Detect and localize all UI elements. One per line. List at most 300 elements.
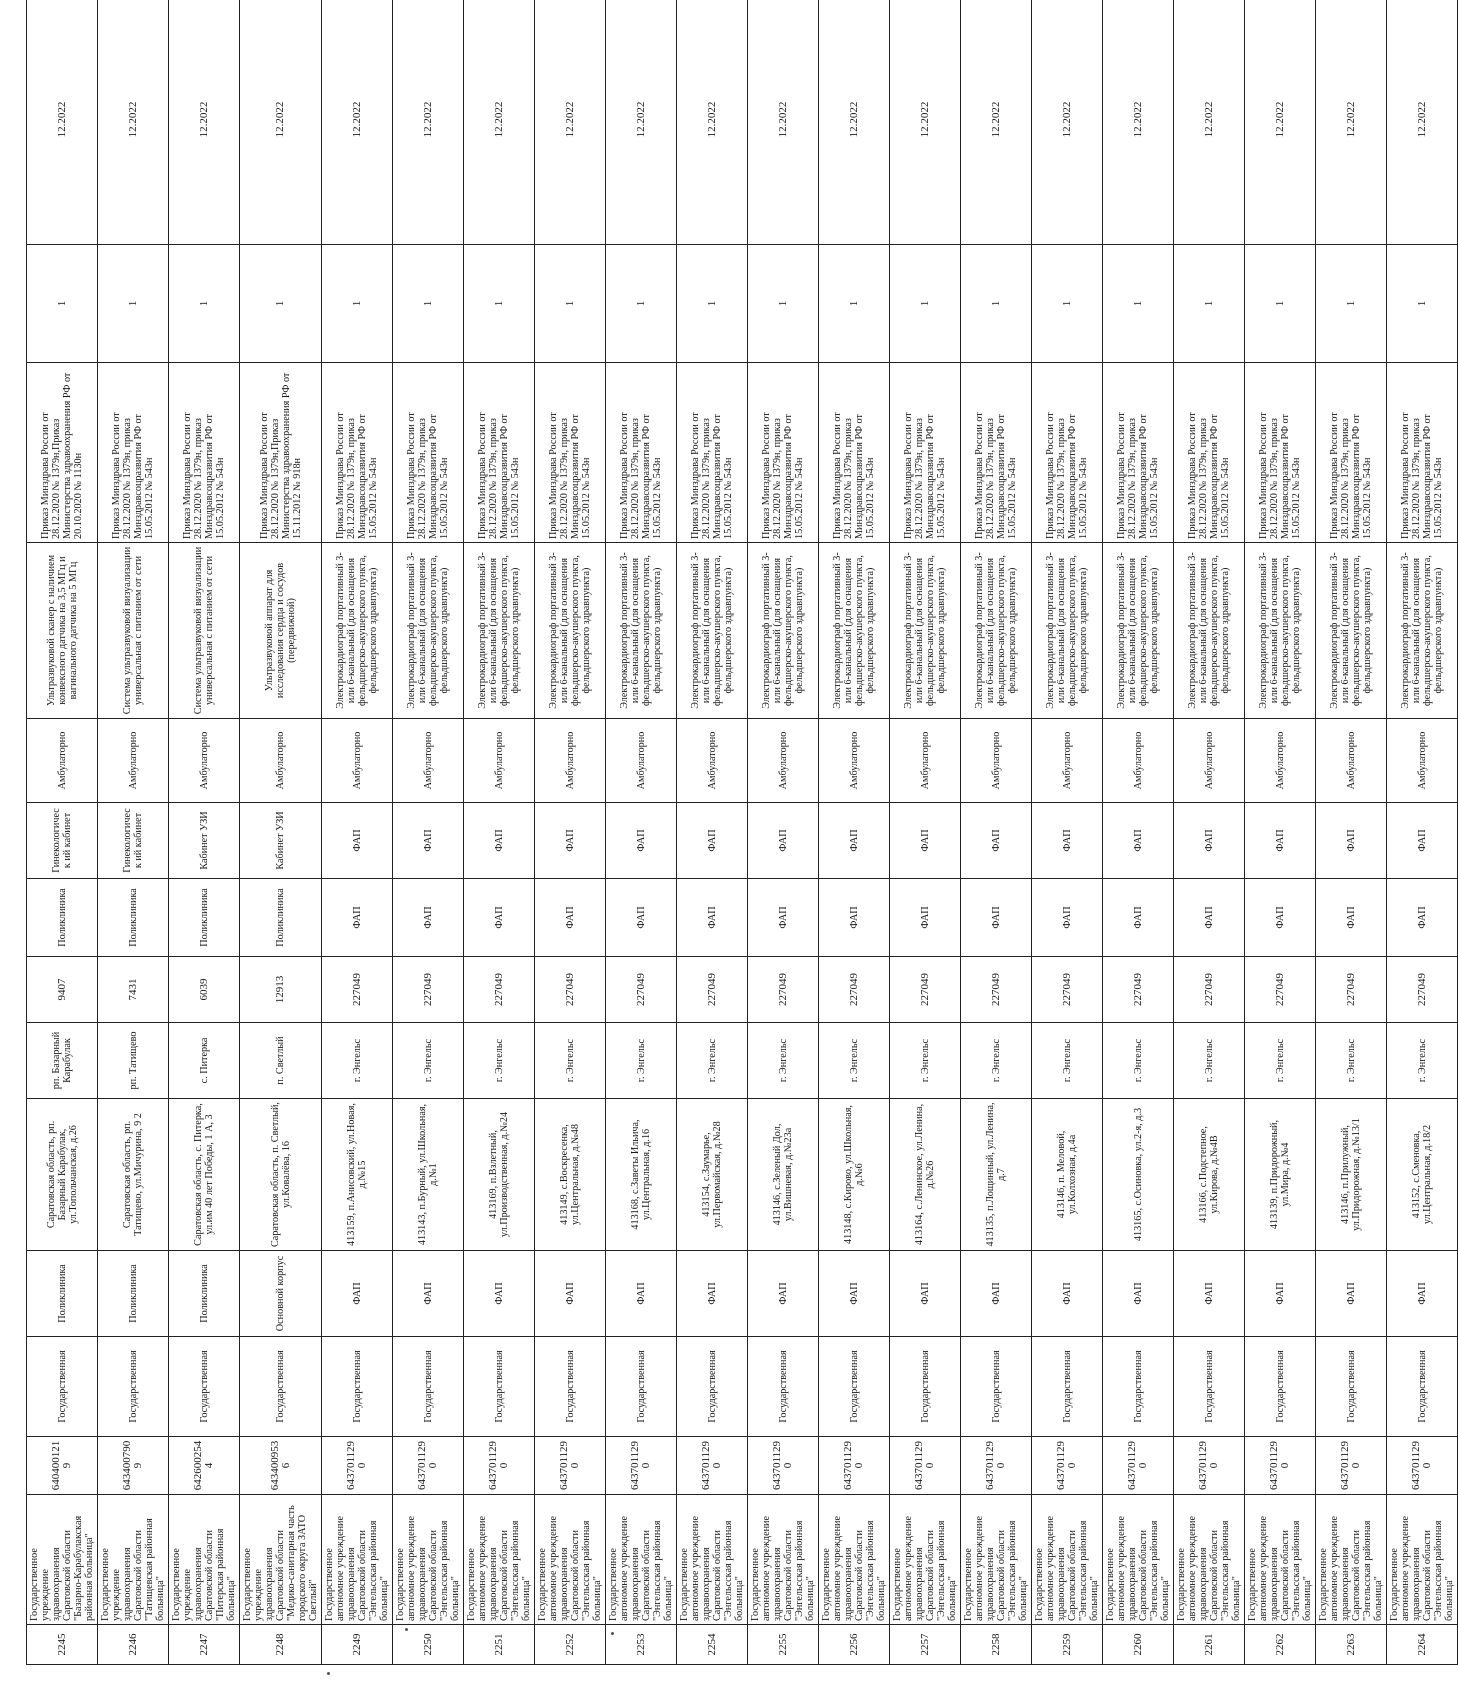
cell-regulatory-order: Приказ Минздрава России от 28.12.2020 № 1379н, приказ Минздравсоцразвития РФ от 15.05.2012 № 543н xyxy=(1245,363,1316,543)
table-row xyxy=(27,0,98,1665)
cell-organization-name: Государственное автономное учреждение здравоохранения Саратовской области "Энгельсская районная больница" xyxy=(748,1495,819,1625)
cell-quantity: 1 xyxy=(961,245,1032,363)
cell-regulatory-order: Приказ Минздрава России от 28.12.2020 № 1379н, приказ Минздравсоцразвития РФ от 15.05.2012 № 543н xyxy=(1174,363,1245,543)
cell-delivery-date: 12.2022 xyxy=(677,0,748,245)
cell-ownership-form: Государственная xyxy=(322,1337,393,1437)
cell-ownership-form: Государственная xyxy=(1032,1337,1103,1437)
cell-subdivision: ФАП xyxy=(748,1251,819,1337)
table-row xyxy=(169,0,240,1665)
cell-locality: г. Энгельс xyxy=(1316,1023,1387,1099)
cell-care-conditions: Амбулаторно xyxy=(393,719,464,803)
cell-equipment-name: Электрокардиограф портативный 3-или 6-канальный (для оснащения фельдшерско-акушерского пункта, фельдшерского здравпункта) xyxy=(1387,543,1458,719)
cell-population: 227049 xyxy=(748,957,819,1023)
cell-population: 12913 xyxy=(240,957,322,1023)
cell-cabinet: ФАП xyxy=(322,803,393,879)
cell-locality: г. Энгельс xyxy=(1245,1023,1316,1099)
cell-cabinet: ФАП xyxy=(606,803,677,879)
table-row xyxy=(393,0,464,1665)
cell-population: 227049 xyxy=(606,957,677,1023)
cell-inn: 6437011290 xyxy=(1174,1437,1245,1495)
equipment-table xyxy=(26,0,1458,1665)
cell-department: Поликлиника xyxy=(240,879,322,957)
cell-delivery-date: 12.2022 xyxy=(1245,0,1316,245)
cell-delivery-date: 12.2022 xyxy=(961,0,1032,245)
cell-inn: 6437011290 xyxy=(464,1437,535,1495)
cell-inn: 6437011290 xyxy=(1245,1437,1316,1495)
cell-population: 227049 xyxy=(464,957,535,1023)
cell-subdivision: Поликлиника xyxy=(98,1251,169,1337)
cell-department: ФАП xyxy=(535,879,606,957)
table-row xyxy=(1245,0,1316,1665)
cell-equipment-name: Электрокардиограф портативный 3-или 6-канальный (для оснащения фельдшерско-акушерского пункта, фельдшерского здравпункта) xyxy=(1103,543,1174,719)
cell-quantity: 1 xyxy=(322,245,393,363)
cell-inn: 6434007909 xyxy=(98,1437,169,1495)
table-row xyxy=(98,0,169,1665)
cell-population: 227049 xyxy=(1387,957,1458,1023)
cell-locality: п. Светлый xyxy=(240,1023,322,1099)
table-row xyxy=(1387,0,1458,1665)
cell-row-number: 2254 xyxy=(677,1625,748,1665)
cell-address: 413143, п.Бурный, ул.Школьная, д.№1 xyxy=(393,1099,464,1251)
scan-speck xyxy=(611,1632,614,1635)
cell-equipment-name: Электрокардиограф портативный 3-или 6-канальный (для оснащения фельдшерско-акушерского пункта, фельдшерского здравпункта) xyxy=(1245,543,1316,719)
cell-organization-name: Государственное учреждение здравоохранения Саратовской области "Медико-санитарная часть городского округа ЗАТО Светлый" xyxy=(240,1495,322,1625)
cell-quantity: 1 xyxy=(677,245,748,363)
cell-locality: г. Энгельс xyxy=(961,1023,1032,1099)
cell-row-number: 2258 xyxy=(961,1625,1032,1665)
cell-cabinet: Кабинет УЗИ xyxy=(240,803,322,879)
cell-cabinet: ФАП xyxy=(1387,803,1458,879)
cell-equipment-name: Система ультразвуковой визуализации универсальная с питанием от сети xyxy=(169,543,240,719)
cell-quantity: 1 xyxy=(98,245,169,363)
cell-cabinet: ФАП xyxy=(1032,803,1103,879)
table-row xyxy=(1103,0,1174,1665)
cell-locality: рп. Базарный Карабулак xyxy=(27,1023,98,1099)
cell-ownership-form: Государственная xyxy=(677,1337,748,1437)
cell-population: 227049 xyxy=(1174,957,1245,1023)
cell-department: ФАП xyxy=(393,879,464,957)
cell-locality: г. Энгельс xyxy=(677,1023,748,1099)
cell-regulatory-order: Приказ Минздрава России от 28.12.2020 № 1379н, приказ Минздравсоцразвития РФ от 15.05.2012 № 543н xyxy=(890,363,961,543)
cell-row-number: 2251 xyxy=(464,1625,535,1665)
cell-equipment-name: Электрокардиограф портативный 3-или 6-канальный (для оснащения фельдшерско-акушерского пункта, фельдшерского здравпункта) xyxy=(322,543,393,719)
cell-department: ФАП xyxy=(322,879,393,957)
table-row xyxy=(606,0,677,1665)
cell-subdivision: ФАП xyxy=(1245,1251,1316,1337)
cell-inn: 6437011290 xyxy=(961,1437,1032,1495)
cell-locality: рп. Татищево xyxy=(98,1023,169,1099)
cell-inn: 6437011290 xyxy=(322,1437,393,1495)
cell-quantity: 1 xyxy=(464,245,535,363)
cell-delivery-date: 12.2022 xyxy=(1387,0,1458,245)
cell-inn: 6437011290 xyxy=(606,1437,677,1495)
cell-address: 413148, с.Кирово, ул.Школьная, д.№6 xyxy=(819,1099,890,1251)
cell-delivery-date: 12.2022 xyxy=(606,0,677,245)
cell-row-number: 2264 xyxy=(1387,1625,1458,1665)
cell-locality: г. Энгельс xyxy=(748,1023,819,1099)
cell-organization-name: Государственное автономное учреждение здравоохранения Саратовской области "Энгельсская районная больница" xyxy=(606,1495,677,1625)
cell-locality: г. Энгельс xyxy=(890,1023,961,1099)
table-row xyxy=(748,0,819,1665)
cell-subdivision: Поликлиника xyxy=(169,1251,240,1337)
cell-subdivision: ФАП xyxy=(606,1251,677,1337)
cell-delivery-date: 12.2022 xyxy=(1316,0,1387,245)
cell-care-conditions: Амбулаторно xyxy=(1387,719,1458,803)
cell-organization-name: Государственное автономное учреждение здравоохранения Саратовской области "Энгельсская районная больница" xyxy=(464,1495,535,1625)
cell-care-conditions: Амбулаторно xyxy=(606,719,677,803)
table-body xyxy=(27,0,1458,1665)
cell-subdivision: ФАП xyxy=(1387,1251,1458,1337)
cell-population: 227049 xyxy=(1316,957,1387,1023)
cell-department: Поликлиника xyxy=(27,879,98,957)
cell-cabinet: ФАП xyxy=(393,803,464,879)
cell-subdivision: Основной корпус xyxy=(240,1251,322,1337)
cell-inn: 6404001219 xyxy=(27,1437,98,1495)
cell-ownership-form: Государственная xyxy=(819,1337,890,1437)
cell-regulatory-order: Приказ Минздрава России от 28.12.2020 № 1379н, приказ Минздравсоцразвития РФ от 15.05.2012 № 543н xyxy=(606,363,677,543)
cell-department: ФАП xyxy=(1103,879,1174,957)
cell-address: 413139, п.Придорожный, ул.Мира, д.№4 xyxy=(1245,1099,1316,1251)
cell-cabinet: ФАП xyxy=(748,803,819,879)
cell-regulatory-order: Приказ Минздрава России от 28.12.2020 № 1379н, приказ Минздравсоцразвития РФ от 15.05.2012 № 543н xyxy=(748,363,819,543)
table-row xyxy=(1316,0,1387,1665)
cell-regulatory-order: Приказ Минздрава России от 28.12.2020 № 1379н, приказ Минздравсоцразвития РФ от 15.05.2012 № 543н xyxy=(169,363,240,543)
cell-subdivision: ФАП xyxy=(890,1251,961,1337)
cell-quantity: 1 xyxy=(1387,245,1458,363)
cell-care-conditions: Амбулаторно xyxy=(322,719,393,803)
cell-care-conditions: Амбулаторно xyxy=(240,719,322,803)
cell-inn: 6437011290 xyxy=(677,1437,748,1495)
cell-equipment-name: Система ультразвуковой визуализации универсальная с питанием от сети xyxy=(98,543,169,719)
cell-quantity: 1 xyxy=(393,245,464,363)
cell-regulatory-order: Приказ Минздрава России от 28.12.2020 № 1379н, приказ Минздравсоцразвития РФ от 15.05.2012 № 543н xyxy=(819,363,890,543)
table-row xyxy=(1174,0,1245,1665)
table-row xyxy=(819,0,890,1665)
cell-row-number: 2252 xyxy=(535,1625,606,1665)
cell-cabinet: ФАП xyxy=(1316,803,1387,879)
cell-address: 413146, с.Зеленый Дол, ул.Вишневая, д.№23а xyxy=(748,1099,819,1251)
cell-address: Саратовская область, п. Светлый, ул.Ковалёва, 16 xyxy=(240,1099,322,1251)
table-row xyxy=(890,0,961,1665)
cell-care-conditions: Амбулаторно xyxy=(169,719,240,803)
cell-equipment-name: Электрокардиограф портативный 3-или 6-канальный (для оснащения фельдшерско-акушерского пункта, фельдшерского здравпункта) xyxy=(677,543,748,719)
cell-delivery-date: 12.2022 xyxy=(393,0,464,245)
cell-care-conditions: Амбулаторно xyxy=(1103,719,1174,803)
cell-regulatory-order: Приказ Минздрава России от 28.12.2020 № 1379н, приказ Минздравсоцразвития РФ от 15.05.2012 № 543н xyxy=(393,363,464,543)
cell-ownership-form: Государственная xyxy=(890,1337,961,1437)
cell-quantity: 1 xyxy=(606,245,677,363)
cell-address: 413166, с.Подстепное, ул.Кирова, д.№4В xyxy=(1174,1099,1245,1251)
cell-organization-name: Государственное автономное учреждение здравоохранения Саратовской области "Энгельсская районная больница" xyxy=(322,1495,393,1625)
cell-address: 413164, с.Ленинское, ул.Ленина, д.№26 xyxy=(890,1099,961,1251)
cell-address: 413135, п.Лощинный, ул.Ленина, д.7 xyxy=(961,1099,1032,1251)
cell-quantity: 1 xyxy=(27,245,98,363)
cell-subdivision: ФАП xyxy=(322,1251,393,1337)
cell-subdivision: ФАП xyxy=(464,1251,535,1337)
cell-cabinet: Гинекологическ ий кабинет xyxy=(27,803,98,879)
cell-inn: 6437011290 xyxy=(748,1437,819,1495)
cell-equipment-name: Электрокардиограф портативный 3-или 6-канальный (для оснащения фельдшерско-акушерского пункта, фельдшерского здравпункта) xyxy=(535,543,606,719)
cell-row-number: 2260 xyxy=(1103,1625,1174,1665)
cell-regulatory-order: Приказ Минздрава России от 28.12.2020 № 1379н, приказ Минздравсоцразвития РФ от 15.05.2012 № 543н xyxy=(1103,363,1174,543)
cell-address: Саратовская область, с. Питерка, ул.им 40 лет Победы, 1 А, 3 xyxy=(169,1099,240,1251)
cell-organization-name: Государственное автономное учреждение здравоохранения Саратовской области "Энгельсская районная больница" xyxy=(1316,1495,1387,1625)
cell-inn: 6437011290 xyxy=(890,1437,961,1495)
cell-ownership-form: Государственная xyxy=(535,1337,606,1437)
cell-department: Поликлиника xyxy=(169,879,240,957)
cell-locality: г. Энгельс xyxy=(1174,1023,1245,1099)
cell-quantity: 1 xyxy=(1103,245,1174,363)
cell-row-number: 2263 xyxy=(1316,1625,1387,1665)
cell-organization-name: Государственное автономное учреждение здравоохранения Саратовской области "Энгельсская районная больница" xyxy=(1032,1495,1103,1625)
cell-care-conditions: Амбулаторно xyxy=(819,719,890,803)
cell-organization-name: Государственное автономное учреждение здравоохранения Саратовской области "Энгельсская районная больница" xyxy=(961,1495,1032,1625)
cell-organization-name: Государственное учреждение здравоохранения Саратовской области "Базарно-Карабулакская районная больница" xyxy=(27,1495,98,1625)
cell-care-conditions: Амбулаторно xyxy=(961,719,1032,803)
cell-delivery-date: 12.2022 xyxy=(464,0,535,245)
cell-department: ФАП xyxy=(1245,879,1316,957)
scan-speck xyxy=(327,1672,330,1675)
cell-address: 413154, с.Заумарье, ул.Первомайская, д.№28 xyxy=(677,1099,748,1251)
cell-cabinet: ФАП xyxy=(1174,803,1245,879)
cell-cabinet: ФАП xyxy=(1245,803,1316,879)
cell-subdivision: ФАП xyxy=(819,1251,890,1337)
cell-delivery-date: 12.2022 xyxy=(98,0,169,245)
cell-ownership-form: Государственная xyxy=(169,1337,240,1437)
cell-care-conditions: Амбулаторно xyxy=(535,719,606,803)
cell-regulatory-order: Приказ Минздрава России от 28.12.2020 № 1379н, приказ Минздравсоцразвития РФ от 15.05.2012 № 543н xyxy=(961,363,1032,543)
cell-quantity: 1 xyxy=(748,245,819,363)
cell-address: Саратовская область, рп. Базарный Карабулак, ул.Топольчанская, д.26 xyxy=(27,1099,98,1251)
cell-row-number: 2250 xyxy=(393,1625,464,1665)
cell-cabinet: ФАП xyxy=(819,803,890,879)
cell-inn: 6437011290 xyxy=(1316,1437,1387,1495)
cell-cabinet: ФАП xyxy=(464,803,535,879)
cell-quantity: 1 xyxy=(1245,245,1316,363)
cell-row-number: 2247 xyxy=(169,1625,240,1665)
cell-regulatory-order: Приказ Минздрава России от 28.12.2020 № 1379н, приказ Минздравсоцразвития РФ от 15.05.2012 № 543н xyxy=(1316,363,1387,543)
cell-ownership-form: Государственная xyxy=(1387,1337,1458,1437)
cell-inn: 6434009536 xyxy=(240,1437,322,1495)
cell-regulatory-order: Приказ Минздрава России от 28.12.2020 № 1379н,Приказ Министерства здравоохранения РФ от 15.11.2012 № 918н xyxy=(240,363,322,543)
cell-equipment-name: Электрокардиограф портативный 3-или 6-канальный (для оснащения фельдшерско-акушерского пункта, фельдшерского здравпункта) xyxy=(819,543,890,719)
cell-department: ФАП xyxy=(748,879,819,957)
cell-care-conditions: Амбулаторно xyxy=(677,719,748,803)
cell-delivery-date: 12.2022 xyxy=(240,0,322,245)
cell-cabinet: ФАП xyxy=(890,803,961,879)
cell-organization-name: Государственное автономное учреждение здравоохранения Саратовской области "Энгельсская районная больница" xyxy=(890,1495,961,1625)
cell-inn: 6437011290 xyxy=(393,1437,464,1495)
cell-equipment-name: Электрокардиограф портативный 3-или 6-канальный (для оснащения фельдшерско-акушерского пункта, фельдшерского здравпункта) xyxy=(890,543,961,719)
cell-department: ФАП xyxy=(1387,879,1458,957)
cell-population: 227049 xyxy=(1103,957,1174,1023)
cell-regulatory-order: Приказ Минздрава России от 28.12.2020 № 1379н, приказ Минздравсоцразвития РФ от 15.05.2012 № 543н xyxy=(535,363,606,543)
cell-population: 227049 xyxy=(1032,957,1103,1023)
cell-regulatory-order: Приказ Минздрава России от 28.12.2020 № 1379н, приказ Минздравсоцразвития РФ от 15.05.2012 № 543н xyxy=(1387,363,1458,543)
cell-row-number: 2245 xyxy=(27,1625,98,1665)
cell-population: 227049 xyxy=(819,957,890,1023)
cell-row-number: 2261 xyxy=(1174,1625,1245,1665)
cell-inn: 6437011290 xyxy=(535,1437,606,1495)
cell-subdivision: ФАП xyxy=(1103,1251,1174,1337)
cell-subdivision: ФАП xyxy=(1174,1251,1245,1337)
cell-subdivision: ФАП xyxy=(677,1251,748,1337)
cell-quantity: 1 xyxy=(1174,245,1245,363)
cell-ownership-form: Государственная xyxy=(393,1337,464,1437)
cell-care-conditions: Амбулаторно xyxy=(1316,719,1387,803)
cell-department: ФАП xyxy=(1174,879,1245,957)
cell-population: 227049 xyxy=(890,957,961,1023)
cell-cabinet: ФАП xyxy=(961,803,1032,879)
cell-ownership-form: Государственная xyxy=(961,1337,1032,1437)
cell-ownership-form: Государственная xyxy=(606,1337,677,1437)
cell-delivery-date: 12.2022 xyxy=(169,0,240,245)
cell-delivery-date: 12.2022 xyxy=(322,0,393,245)
cell-regulatory-order: Приказ Минздрава России от 28.12.2020 № 1379н,Приказ Министерства здравоохранения РФ от 20.10.2020 № 1130н xyxy=(27,363,98,543)
cell-delivery-date: 12.2022 xyxy=(819,0,890,245)
cell-department: ФАП xyxy=(464,879,535,957)
cell-delivery-date: 12.2022 xyxy=(1174,0,1245,245)
cell-ownership-form: Государственная xyxy=(240,1337,322,1437)
cell-quantity: 1 xyxy=(535,245,606,363)
cell-ownership-form: Государственная xyxy=(748,1337,819,1437)
cell-organization-name: Государственное автономное учреждение здравоохранения Саратовской области "Энгельсская районная больница" xyxy=(1387,1495,1458,1625)
cell-ownership-form: Государственная xyxy=(1103,1337,1174,1437)
cell-address: 413165, с.Осиновка, ул.2-я, д.3 xyxy=(1103,1099,1174,1251)
cell-organization-name: Государственное учреждение здравоохранения Саратовской области "Татищевская районная больница" xyxy=(98,1495,169,1625)
table-row xyxy=(240,0,322,1665)
table-row xyxy=(322,0,393,1665)
cell-subdivision: ФАП xyxy=(1032,1251,1103,1337)
cell-organization-name: Государственное автономное учреждение здравоохранения Саратовской области "Энгельсская районная больница" xyxy=(677,1495,748,1625)
cell-locality: г. Энгельс xyxy=(1032,1023,1103,1099)
cell-address: 413152, с.Сменовка, ул.Центральная, д.18/2 xyxy=(1387,1099,1458,1251)
cell-population: 7431 xyxy=(98,957,169,1023)
cell-care-conditions: Амбулаторно xyxy=(1174,719,1245,803)
cell-locality: с. Питерка xyxy=(169,1023,240,1099)
cell-regulatory-order: Приказ Минздрава России от 28.12.2020 № 1379н, приказ Минздравсоцразвития РФ от 15.05.2012 № 543н xyxy=(322,363,393,543)
cell-equipment-name: Электрокардиограф портативный 3-или 6-канальный (для оснащения фельдшерско-акушерского пункта, фельдшерского здравпункта) xyxy=(464,543,535,719)
cell-department: ФАП xyxy=(606,879,677,957)
cell-equipment-name: Электрокардиограф портативный 3-или 6-канальный (для оснащения фельдшерско-акушерского пункта, фельдшерского здравпункта) xyxy=(393,543,464,719)
cell-locality: г. Энгельс xyxy=(464,1023,535,1099)
cell-locality: г. Энгельс xyxy=(1103,1023,1174,1099)
cell-ownership-form: Государственная xyxy=(1316,1337,1387,1437)
cell-address: 413146, п. Меловой, ул.Колхозная, д.4а xyxy=(1032,1099,1103,1251)
cell-quantity: 1 xyxy=(890,245,961,363)
cell-ownership-form: Государственная xyxy=(98,1337,169,1437)
cell-locality: г. Энгельс xyxy=(322,1023,393,1099)
cell-department: ФАП xyxy=(1316,879,1387,957)
cell-population: 9407 xyxy=(27,957,98,1023)
cell-care-conditions: Амбулаторно xyxy=(748,719,819,803)
cell-delivery-date: 12.2022 xyxy=(535,0,606,245)
cell-row-number: 2262 xyxy=(1245,1625,1316,1665)
cell-regulatory-order: Приказ Минздрава России от 28.12.2020 № 1379н, приказ Минздравсоцразвития РФ от 15.05.2012 № 543н xyxy=(464,363,535,543)
cell-subdivision: ФАП xyxy=(961,1251,1032,1337)
cell-population: 227049 xyxy=(322,957,393,1023)
cell-care-conditions: Амбулаторно xyxy=(1032,719,1103,803)
cell-row-number: 2257 xyxy=(890,1625,961,1665)
cell-row-number: 2248 xyxy=(240,1625,322,1665)
cell-address: 413169, п.Взлетный, ул.Производственная, д.№24 xyxy=(464,1099,535,1251)
cell-organization-name: Государственное учреждение здравоохранения Саратовской области "Питерская районная больница" xyxy=(169,1495,240,1625)
cell-ownership-form: Государственная xyxy=(1245,1337,1316,1437)
cell-address: 413159, п.Анисовский, ул.Новая, д.№15 xyxy=(322,1099,393,1251)
cell-cabinet: ФАП xyxy=(677,803,748,879)
cell-quantity: 1 xyxy=(240,245,322,363)
cell-organization-name: Государственное автономное учреждение здравоохранения Саратовской области "Энгельсская районная больница" xyxy=(1245,1495,1316,1625)
cell-quantity: 1 xyxy=(1316,245,1387,363)
table-row xyxy=(464,0,535,1665)
cell-locality: г. Энгельс xyxy=(606,1023,677,1099)
cell-population: 227049 xyxy=(393,957,464,1023)
cell-regulatory-order: Приказ Минздрава России от 28.12.2020 № 1379н, приказ Минздравсоцразвития РФ от 15.05.2012 № 543н xyxy=(98,363,169,543)
cell-cabinet: Кабинет УЗИ xyxy=(169,803,240,879)
cell-cabinet: ФАП xyxy=(1103,803,1174,879)
cell-row-number: 2259 xyxy=(1032,1625,1103,1665)
cell-ownership-form: Государственная xyxy=(1174,1337,1245,1437)
cell-population: 227049 xyxy=(677,957,748,1023)
cell-equipment-name: Ультразвуковой аппарат для исследования сердца и сосудов (передвижной) xyxy=(240,543,322,719)
cell-equipment-name: Электрокардиограф портативный 3-или 6-канальный (для оснащения фельдшерско-акушерского пункта, фельдшерского здравпункта) xyxy=(1174,543,1245,719)
cell-row-number: 2249 xyxy=(322,1625,393,1665)
cell-department: ФАП xyxy=(677,879,748,957)
cell-address: 413149, с.Воскресенка, ул.Центральная, д.№48 xyxy=(535,1099,606,1251)
cell-equipment-name: Электрокардиограф портативный 3-или 6-канальный (для оснащения фельдшерско-акушерского пункта, фельдшерского здравпункта) xyxy=(961,543,1032,719)
cell-equipment-name: Электрокардиограф портативный 3-или 6-канальный (для оснащения фельдшерско-акушерского пункта, фельдшерского здравпункта) xyxy=(1032,543,1103,719)
cell-organization-name: Государственное автономное учреждение здравоохранения Саратовской области "Энгельсская районная больница" xyxy=(1174,1495,1245,1625)
cell-cabinet: Гинекологическ ий кабинет xyxy=(98,803,169,879)
cell-subdivision: ФАП xyxy=(393,1251,464,1337)
cell-department: ФАП xyxy=(1032,879,1103,957)
cell-delivery-date: 12.2022 xyxy=(1103,0,1174,245)
cell-row-number: 2253 xyxy=(606,1625,677,1665)
cell-subdivision: ФАП xyxy=(535,1251,606,1337)
cell-department: ФАП xyxy=(890,879,961,957)
cell-locality: г. Энгельс xyxy=(1387,1023,1458,1099)
table-row xyxy=(1032,0,1103,1665)
cell-care-conditions: Амбулаторно xyxy=(464,719,535,803)
cell-delivery-date: 12.2022 xyxy=(1032,0,1103,245)
cell-equipment-name: Ультразвуковой сканер с наличием конвексного датчика на 3,5 МГц и вагинального датчика на 5 МГц xyxy=(27,543,98,719)
cell-department: ФАП xyxy=(961,879,1032,957)
cell-row-number: 2246 xyxy=(98,1625,169,1665)
scan-speck xyxy=(405,1628,408,1631)
table-row xyxy=(961,0,1032,1665)
cell-care-conditions: Амбулаторно xyxy=(890,719,961,803)
cell-population: 6039 xyxy=(169,957,240,1023)
cell-organization-name: Государственное автономное учреждение здравоохранения Саратовской области "Энгельсская районная больница" xyxy=(1103,1495,1174,1625)
cell-inn: 6437011290 xyxy=(1387,1437,1458,1495)
cell-delivery-date: 12.2022 xyxy=(890,0,961,245)
cell-quantity: 1 xyxy=(1032,245,1103,363)
cell-subdivision: Поликлиника xyxy=(27,1251,98,1337)
cell-quantity: 1 xyxy=(819,245,890,363)
cell-population: 227049 xyxy=(1245,957,1316,1023)
cell-population: 227049 xyxy=(961,957,1032,1023)
cell-regulatory-order: Приказ Минздрава России от 28.12.2020 № 1379н, приказ Минздравсоцразвития РФ от 15.05.2012 № 543н xyxy=(1032,363,1103,543)
cell-department: Поликлиника xyxy=(98,879,169,957)
cell-population: 227049 xyxy=(535,957,606,1023)
cell-department: ФАП xyxy=(819,879,890,957)
cell-inn: 6437011290 xyxy=(1103,1437,1174,1495)
cell-inn: 6437011290 xyxy=(819,1437,890,1495)
cell-locality: г. Энгельс xyxy=(535,1023,606,1099)
cell-delivery-date: 12.2022 xyxy=(27,0,98,245)
cell-regulatory-order: Приказ Минздрава России от 28.12.2020 № 1379н, приказ Минздравсоцразвития РФ от 15.05.2012 № 543н xyxy=(677,363,748,543)
cell-address: Саратовская область, рп. Татищево, ул.Мичурина, 9 2 xyxy=(98,1099,169,1251)
